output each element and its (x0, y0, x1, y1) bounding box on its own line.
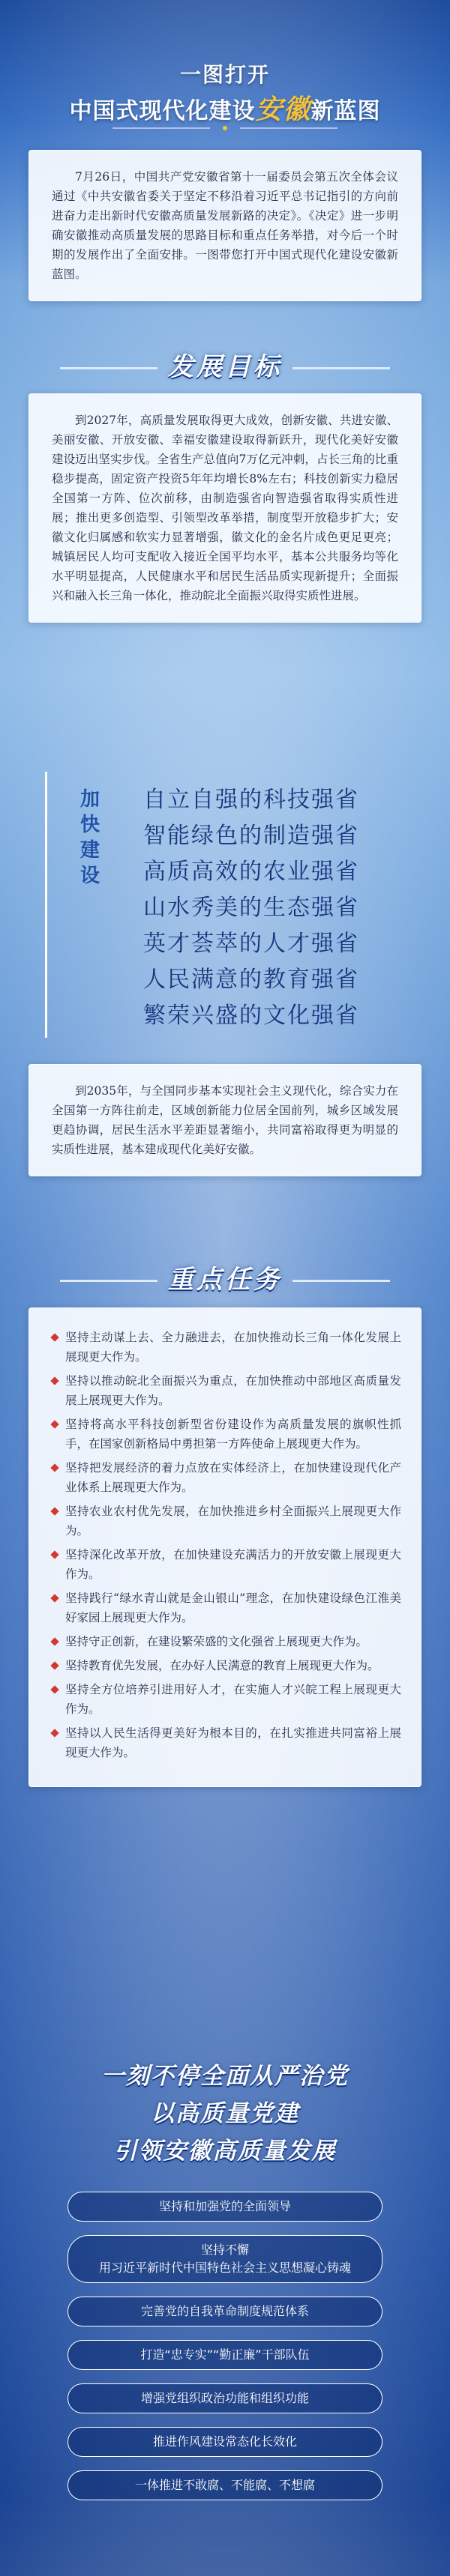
goals-text: 到2027年，高质量发展取得更大成效，创新安徽、共进安徽、美丽安徽、开放安徽、幸福安徽建设取得新跃升，现代化美好安徽建设迈出坚实步伐。全省生产总值向7万亿元冲刺，占长三角的比重稳步提高，固定资产投资5年年均增长8%左右；科技创新实力稳居全国第一方阵、位次前移，由制造强省向智造强省取得实质性进展；推出更多创造型、引领型改革举措，制度型开放稳步扩大；安徽文化归属感和软实力显著增强，徽文化的金名片成色更足更亮；城镇居民人均可支配收入接近全国平均水平，基本公共服务均等化水平明显提高，人民健康水平和居民生活品质实现新提升；全面振兴和融入长三角一体化，推动皖北全面振兴取得实质性进展。 (52, 414, 398, 602)
task-item: 坚持守正创新，在建设繁荣盛的文化强省上展现更大作为。 (52, 1632, 401, 1651)
pill-item: 增强党组织政治功能和组织功能 (68, 2383, 382, 2413)
list-item: 英才荟萃的人才强省 (143, 931, 359, 957)
header-highlight: 安徽 (255, 94, 311, 125)
title-bar-left (60, 1280, 158, 1282)
pill-item: 推进作风建设常态化长效化 (68, 2427, 382, 2457)
task-item: 坚持教育优先发展，在办好人民满意的教育上展现更大作为。 (52, 1656, 401, 1675)
goals-title (0, 346, 450, 383)
footer-decoration (0, 2495, 450, 2576)
pill-item: 一体推进不敢腐、不能腐、不想腐 (68, 2470, 382, 2500)
tasks-card (28, 1307, 422, 1787)
title-bar-left (60, 367, 158, 369)
pill-line: 坚持不懈 (200, 2243, 249, 2257)
list-item: 人民满意的教育强省 (143, 967, 359, 993)
task-item: 坚持以人民生活得更美好为根本目的，在扎实推进共同富裕上展现更大作为。 (52, 1723, 401, 1762)
goal-2035-text: 到2035年，与全国同步基本实现社会主义现代化，综合实力在全国第一方阵往前走，区域创新能力位居全国前列，城乡区域发展更趋协调，居民生活水平差距显著缩小，共同富裕取得更为明显的实质性进展，基本建成现代化美好安徽。 (52, 1084, 398, 1156)
header-line1: 一图打开 (179, 62, 270, 87)
list-item: 山水秀美的生态强省 (143, 895, 359, 921)
title-bar-right (292, 367, 390, 369)
task-item: 坚持将高水平科技创新型省份建设作为高质量发展的旗帜性抓手，在国家创新格局中勇担第一方阵使命上展现更大作为。 (52, 1415, 401, 1454)
accelerate-list (143, 782, 359, 1034)
accelerate-panel (45, 772, 405, 1038)
list-item: 繁荣兴盛的文化强省 (143, 1003, 359, 1029)
header-line2 (0, 88, 450, 127)
tasks-title-text: 重点任务 (168, 1265, 282, 1295)
task-item: 坚持以推动皖北全面振兴为重点，在加快推动中部地区高质量发展上展现更大作为。 (52, 1371, 401, 1410)
task-item: 坚持全方位培养引进用好人才，在实施人才兴皖工程上展现更大作为。 (52, 1680, 401, 1719)
title-bar-right (292, 1280, 390, 1282)
header-ornament-icon (0, 124, 450, 133)
pill-line: 用习近平新时代中国特色社会主义思想凝心铸魂 (98, 2261, 351, 2275)
slogan-line3: 引领安徽高质量发展 (113, 2138, 337, 2165)
goal-2035-card (28, 1064, 422, 1176)
pill-item: 完善党的自我革命制度规范体系 (68, 2297, 382, 2326)
intro-card (28, 150, 422, 301)
pill-list (68, 2192, 382, 2514)
tasks-title (0, 1259, 450, 1295)
list-item: 高质高效的农业强省 (143, 859, 359, 885)
goals-title-text: 发展目标 (168, 352, 282, 382)
header-line2-suffix: 新蓝图 (310, 98, 381, 124)
pill-item-two-line (68, 2235, 382, 2283)
pill-item: 坚持和加强党的全面领导 (68, 2192, 382, 2222)
task-item: 坚持把发展经济的着力点放在实体经济上，在加快建设现代化产业体系上展现更大作为。 (52, 1458, 401, 1497)
pill-item: 打造“忠专实”“勤正廉”干部队伍 (68, 2340, 382, 2370)
accelerate-label: 加快建设 (80, 788, 100, 887)
slogan-line1: 一刻不停全面从严治党 (101, 2063, 349, 2090)
slogan-line2: 以高质量党建 (151, 2100, 299, 2127)
header-line2-prefix: 中国式现代化建设 (69, 98, 256, 124)
intro-text: 7月26日，中国共产党安徽省第十一届委员会第五次全体会议通过《中共安徽省委关于坚定不移沿着习近平总书记指引的方向前进奋力走出新时代安徽高质量发展新路的决定》。《决定》进一步明确安徽推动高质量发展的思路目标和重点任务举措，对今后一个时期的发展作出了全面安排。一图带您打开中国式现代化建设安徽新蓝图。 (52, 170, 398, 281)
task-item: 坚持农业农村优先发展，在加快推进乡村全面振兴上展现更大作为。 (52, 1502, 401, 1541)
header (0, 0, 450, 135)
task-item: 坚持深化改革开放，在加快建设充满活力的开放安徽上展现更大作为。 (52, 1545, 401, 1584)
list-item: 智能绿色的制造强省 (143, 823, 359, 849)
list-item: 自立自强的科技强省 (143, 787, 359, 813)
goals-card (28, 393, 422, 623)
task-item: 坚持践行“绿水青山就是金山银山”理念，在加快建设绿色江淮美好家园上展现更大作为。 (52, 1588, 401, 1627)
task-item: 坚持主动谋上去、全力融进去，在加快推动长三角一体化发展上展现更大作为。 (52, 1328, 401, 1367)
